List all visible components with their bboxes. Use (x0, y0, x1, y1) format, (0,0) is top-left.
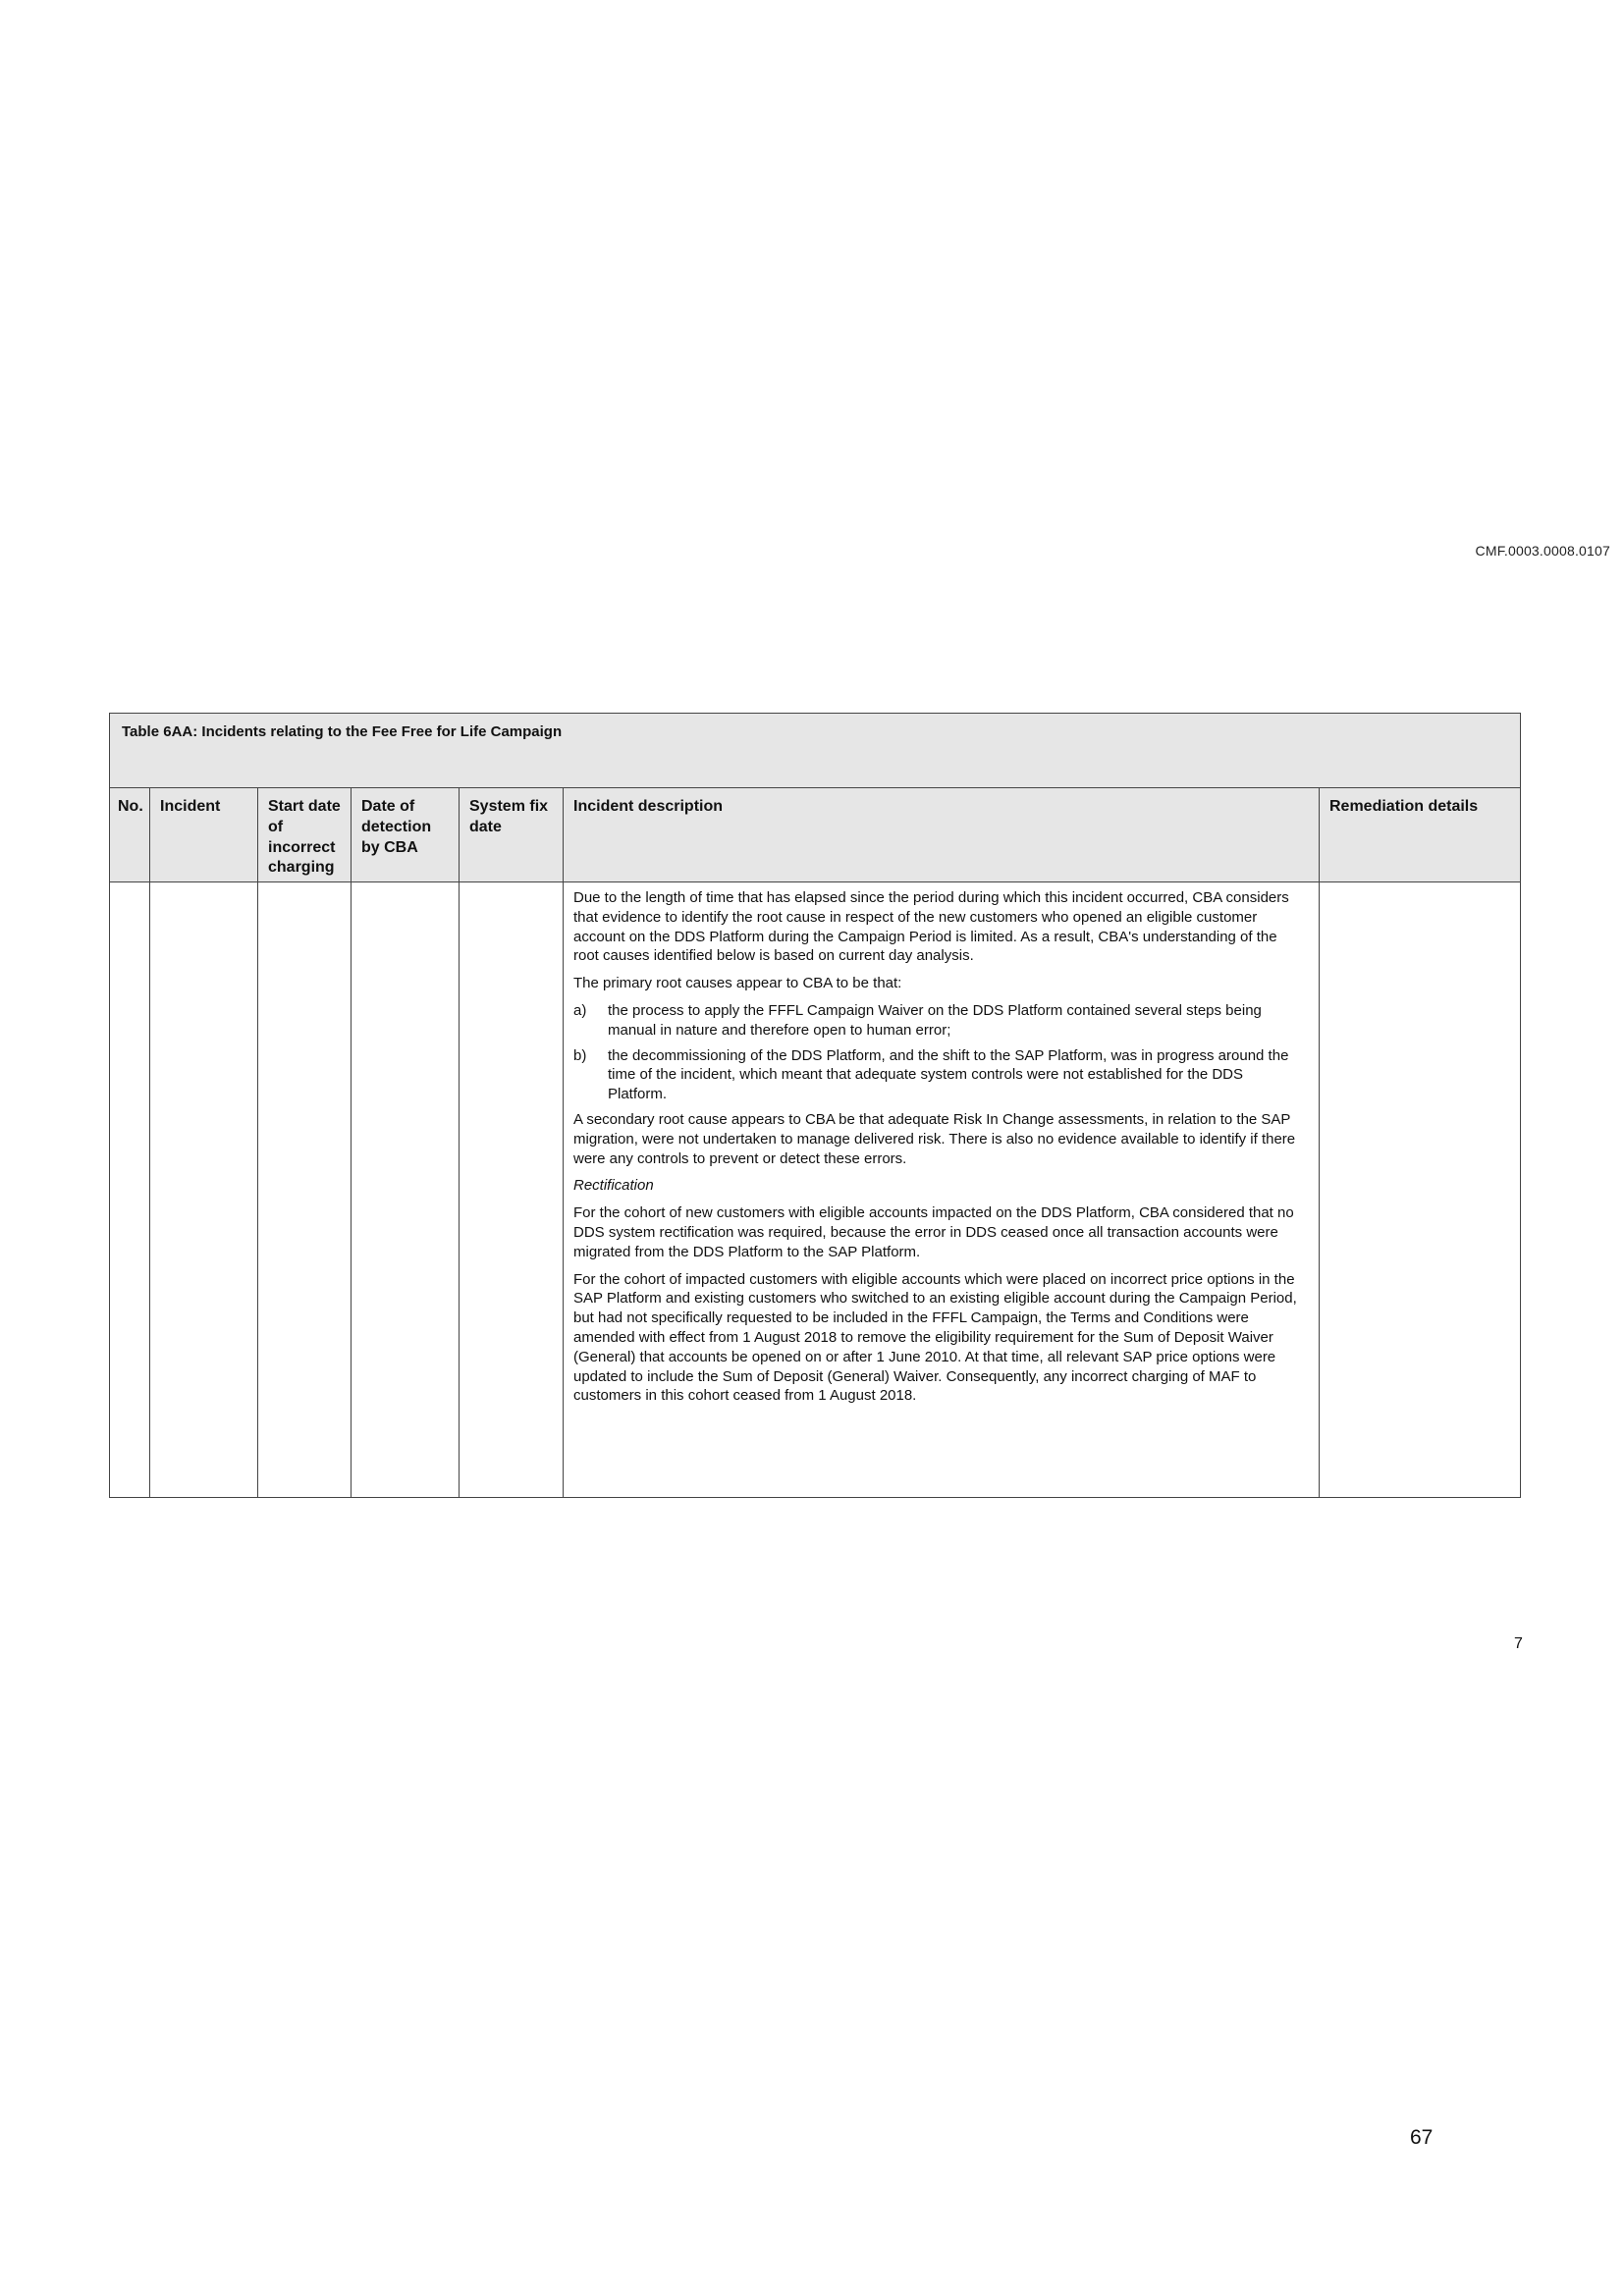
list-marker: b) (573, 1046, 587, 1064)
cell-fix-date (460, 882, 564, 1498)
list-text: the process to apply the FFFL Campaign Waiver on the DDS Platform contained several steps being manual in nature and therefore open to human error; (608, 1001, 1262, 1039)
cell-incident (150, 882, 258, 1498)
list-item (573, 1046, 1305, 1104)
header-incident: Incident (150, 788, 258, 882)
inner-page-number: 7 (1514, 1635, 1523, 1652)
cell-no (110, 882, 150, 1498)
header-fix-date: System fix date (460, 788, 564, 882)
page-number: 67 (1410, 2126, 1434, 2149)
description-paragraph-5: For the cohort of impacted customers with eligible accounts which were placed on incorrect price options in the SAP Platform and existing customers who switched to an existing eligible account during the Campaign Period, but had not specifically requested to be included in the FFFL Campaign, the Terms and Conditions were amended with effect from 1 August 2018 to remove the eligibility requirement for the Sum of Deposit Waiver (General) that accounts be opened on or after 1 June 2010. At that time, all relevant SAP price options were updated to include the Sum of Deposit (General) Waiver. Consequently, any incorrect charging of MAF to customers in this cohort ceased from 1 August 2018. (573, 1270, 1297, 1405)
table-caption: Table 6AA: Incidents relating to the Fee Free for Life Campaign (110, 714, 1521, 788)
incidents-table-container (109, 713, 1520, 1498)
document-id: CMF.0003.0008.0107 (1475, 543, 1610, 559)
header-remediation: Remediation details (1320, 788, 1521, 882)
table-row (110, 882, 1521, 1498)
list-marker: a) (573, 1001, 587, 1019)
cell-start-date (258, 882, 352, 1498)
header-start-date: Start date of incorrect charging (258, 788, 352, 882)
header-no: No. (110, 788, 150, 882)
cell-description (564, 882, 1320, 1498)
rectification-heading: Rectification (573, 1177, 654, 1195)
description-paragraph-4: For the cohort of new customers with eligible accounts impacted on the DDS Platform, CBA considered that no DDS system rectification was required, because the error in DDS ceased once all transaction accounts were migrated from the DDS Platform to the SAP Platform. (573, 1204, 1294, 1260)
list-item (573, 1001, 1305, 1041)
list-text: the decommissioning of the DDS Platform, and the shift to the SAP Platform, was in progress around the time of the incident, which meant that adequate system controls were not established for the DDS Platform. (608, 1046, 1289, 1103)
table-header-row (110, 788, 1521, 882)
description-paragraph-2: The primary root causes appear to CBA to be that: (573, 975, 902, 992)
description-paragraph-3: A secondary root cause appears to CBA be that adequate Risk In Change assessments, in relation to the SAP migration, were not undertaken to manage delivered risk. There is also no evidence available to identify if there were any controls to prevent or detect these errors. (573, 1110, 1296, 1167)
incidents-table (109, 713, 1521, 1498)
cell-detection-date (352, 882, 460, 1498)
cell-remediation (1320, 882, 1521, 1498)
header-description: Incident description (564, 788, 1320, 882)
header-detection-date: Date of detection by CBA (352, 788, 460, 882)
description-paragraph-1: Due to the length of time that has elapsed since the period during which this incident occurred, CBA considers that evidence to identify the root cause in respect of the new customers who opened an eligible customer account on the DDS Platform during the Campaign Period is limited. As a result, CBA's understanding of the root causes identified below is based on current day analysis. (573, 889, 1289, 965)
